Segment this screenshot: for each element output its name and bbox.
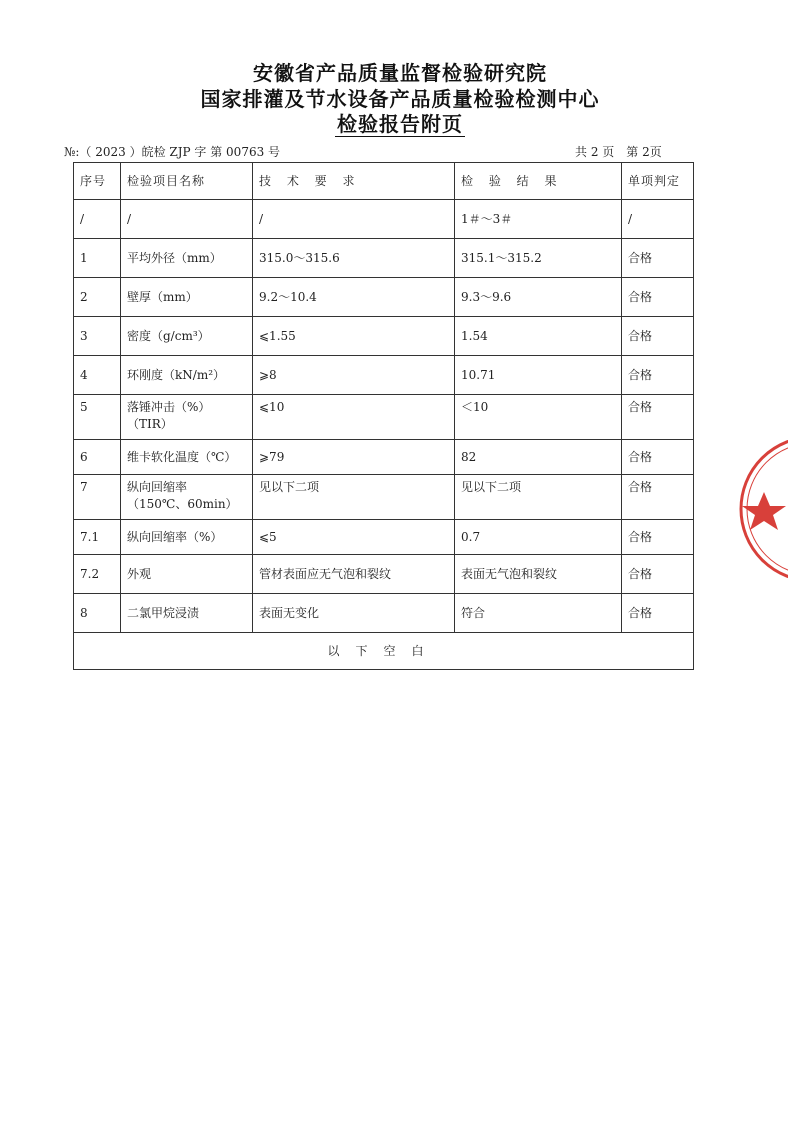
institute-name: 安徽省产品质量监督检验研究院 <box>253 61 547 85</box>
row-judgement: 合格 <box>622 475 694 520</box>
row-judgement: 合格 <box>622 278 694 317</box>
row-no: 3 <box>74 317 121 356</box>
blank-below-note: 以下空白 <box>74 633 694 670</box>
row-no: 7 <box>74 475 121 520</box>
row-item-cell <box>121 395 253 440</box>
row-result: 见以下二项 <box>455 475 622 520</box>
col-header-no: 序号 <box>74 163 121 200</box>
table-row <box>74 317 694 356</box>
row-judgement: 合格 <box>622 356 694 395</box>
table-row <box>74 356 694 395</box>
seal-icon <box>738 434 788 584</box>
row-no: 4 <box>74 356 121 395</box>
table-row <box>74 395 694 440</box>
row-requirement: 315.0～315.6 <box>253 239 455 278</box>
col-header-requirement: 技 术 要 求 <box>253 163 455 200</box>
center-name: 国家排灌及节水设备产品质量检验检测中心 <box>200 87 600 111</box>
row-requirement: 见以下二项 <box>253 475 455 520</box>
table-row <box>74 239 694 278</box>
row-requirement: ⩾79 <box>253 440 455 475</box>
total-pages: 共 2 页 <box>575 145 615 159</box>
row-no: 8 <box>74 594 121 633</box>
report-header <box>0 60 800 137</box>
row-result: 1.54 <box>455 317 622 356</box>
row-judgement: 合格 <box>622 555 694 594</box>
current-page: 第 2页 <box>626 145 662 159</box>
row-item: 环刚度（kN/m²） <box>121 356 253 395</box>
row-requirement: ⩽1.55 <box>253 317 455 356</box>
table-row <box>74 278 694 317</box>
row-item-sub: （150℃、60min） <box>127 497 238 511</box>
row-result: 9.3～9.6 <box>455 278 622 317</box>
row-item: 落锤冲击（%） <box>127 400 211 414</box>
col-header-judgement: 单项判定 <box>622 163 694 200</box>
row-requirement: / <box>253 200 455 239</box>
row-item: 外观 <box>121 555 253 594</box>
table-row <box>74 200 694 239</box>
row-result: 82 <box>455 440 622 475</box>
row-requirement: ⩽10 <box>253 395 455 440</box>
col-header-result: 检 验 结 果 <box>455 163 622 200</box>
row-result: 符合 <box>455 594 622 633</box>
row-item: 壁厚（mm） <box>121 278 253 317</box>
row-requirement: 表面无变化 <box>253 594 455 633</box>
row-judgement: 合格 <box>622 395 694 440</box>
report-number: №:（ 2023 ）皖检 ZJP 字 第 00763 号 <box>64 145 281 159</box>
table-header-row <box>74 163 694 200</box>
table-row <box>74 475 694 520</box>
row-judgement: 合格 <box>622 317 694 356</box>
row-requirement: ⩾8 <box>253 356 455 395</box>
table-row <box>74 520 694 555</box>
row-no: 6 <box>74 440 121 475</box>
row-requirement: 管材表面应无气泡和裂纹 <box>253 555 455 594</box>
row-no: / <box>74 200 121 239</box>
row-no: 2 <box>74 278 121 317</box>
row-no: 7.2 <box>74 555 121 594</box>
table-row <box>74 594 694 633</box>
row-requirement: ⩽5 <box>253 520 455 555</box>
row-no: 5 <box>74 395 121 440</box>
row-judgement: / <box>622 200 694 239</box>
table-row <box>74 440 694 475</box>
page-title: 检验报告附页 <box>337 112 463 136</box>
col-header-item: 检验项目名称 <box>121 163 253 200</box>
row-item: 二氯甲烷浸渍 <box>121 594 253 633</box>
row-item: 维卡软化温度（℃） <box>121 440 253 475</box>
row-no: 1 <box>74 239 121 278</box>
row-item: 平均外径（mm） <box>121 239 253 278</box>
row-result: 表面无气泡和裂纹 <box>455 555 622 594</box>
row-judgement: 合格 <box>622 594 694 633</box>
page-indicator <box>575 143 674 160</box>
row-result: 315.1～315.2 <box>455 239 622 278</box>
row-requirement: 9.2～10.4 <box>253 278 455 317</box>
row-item: / <box>121 200 253 239</box>
table-row <box>74 555 694 594</box>
inspection-table <box>73 162 694 670</box>
row-result: 1＃～3＃ <box>455 200 622 239</box>
row-no: 7.1 <box>74 520 121 555</box>
row-item: 纵向回缩率（%） <box>121 520 253 555</box>
row-judgement: 合格 <box>622 440 694 475</box>
row-judgement: 合格 <box>622 520 694 555</box>
row-result: 10.71 <box>455 356 622 395</box>
table-footer-row <box>74 633 694 670</box>
row-item-sub: （TIR） <box>127 417 173 431</box>
official-seal <box>738 434 788 584</box>
row-result: ＜10 <box>455 395 622 440</box>
row-judgement: 合格 <box>622 239 694 278</box>
row-result: 0.7 <box>455 520 622 555</box>
row-item-cell <box>121 475 253 520</box>
row-item: 纵向回缩率 <box>127 480 188 494</box>
row-item: 密度（g/cm³） <box>121 317 253 356</box>
